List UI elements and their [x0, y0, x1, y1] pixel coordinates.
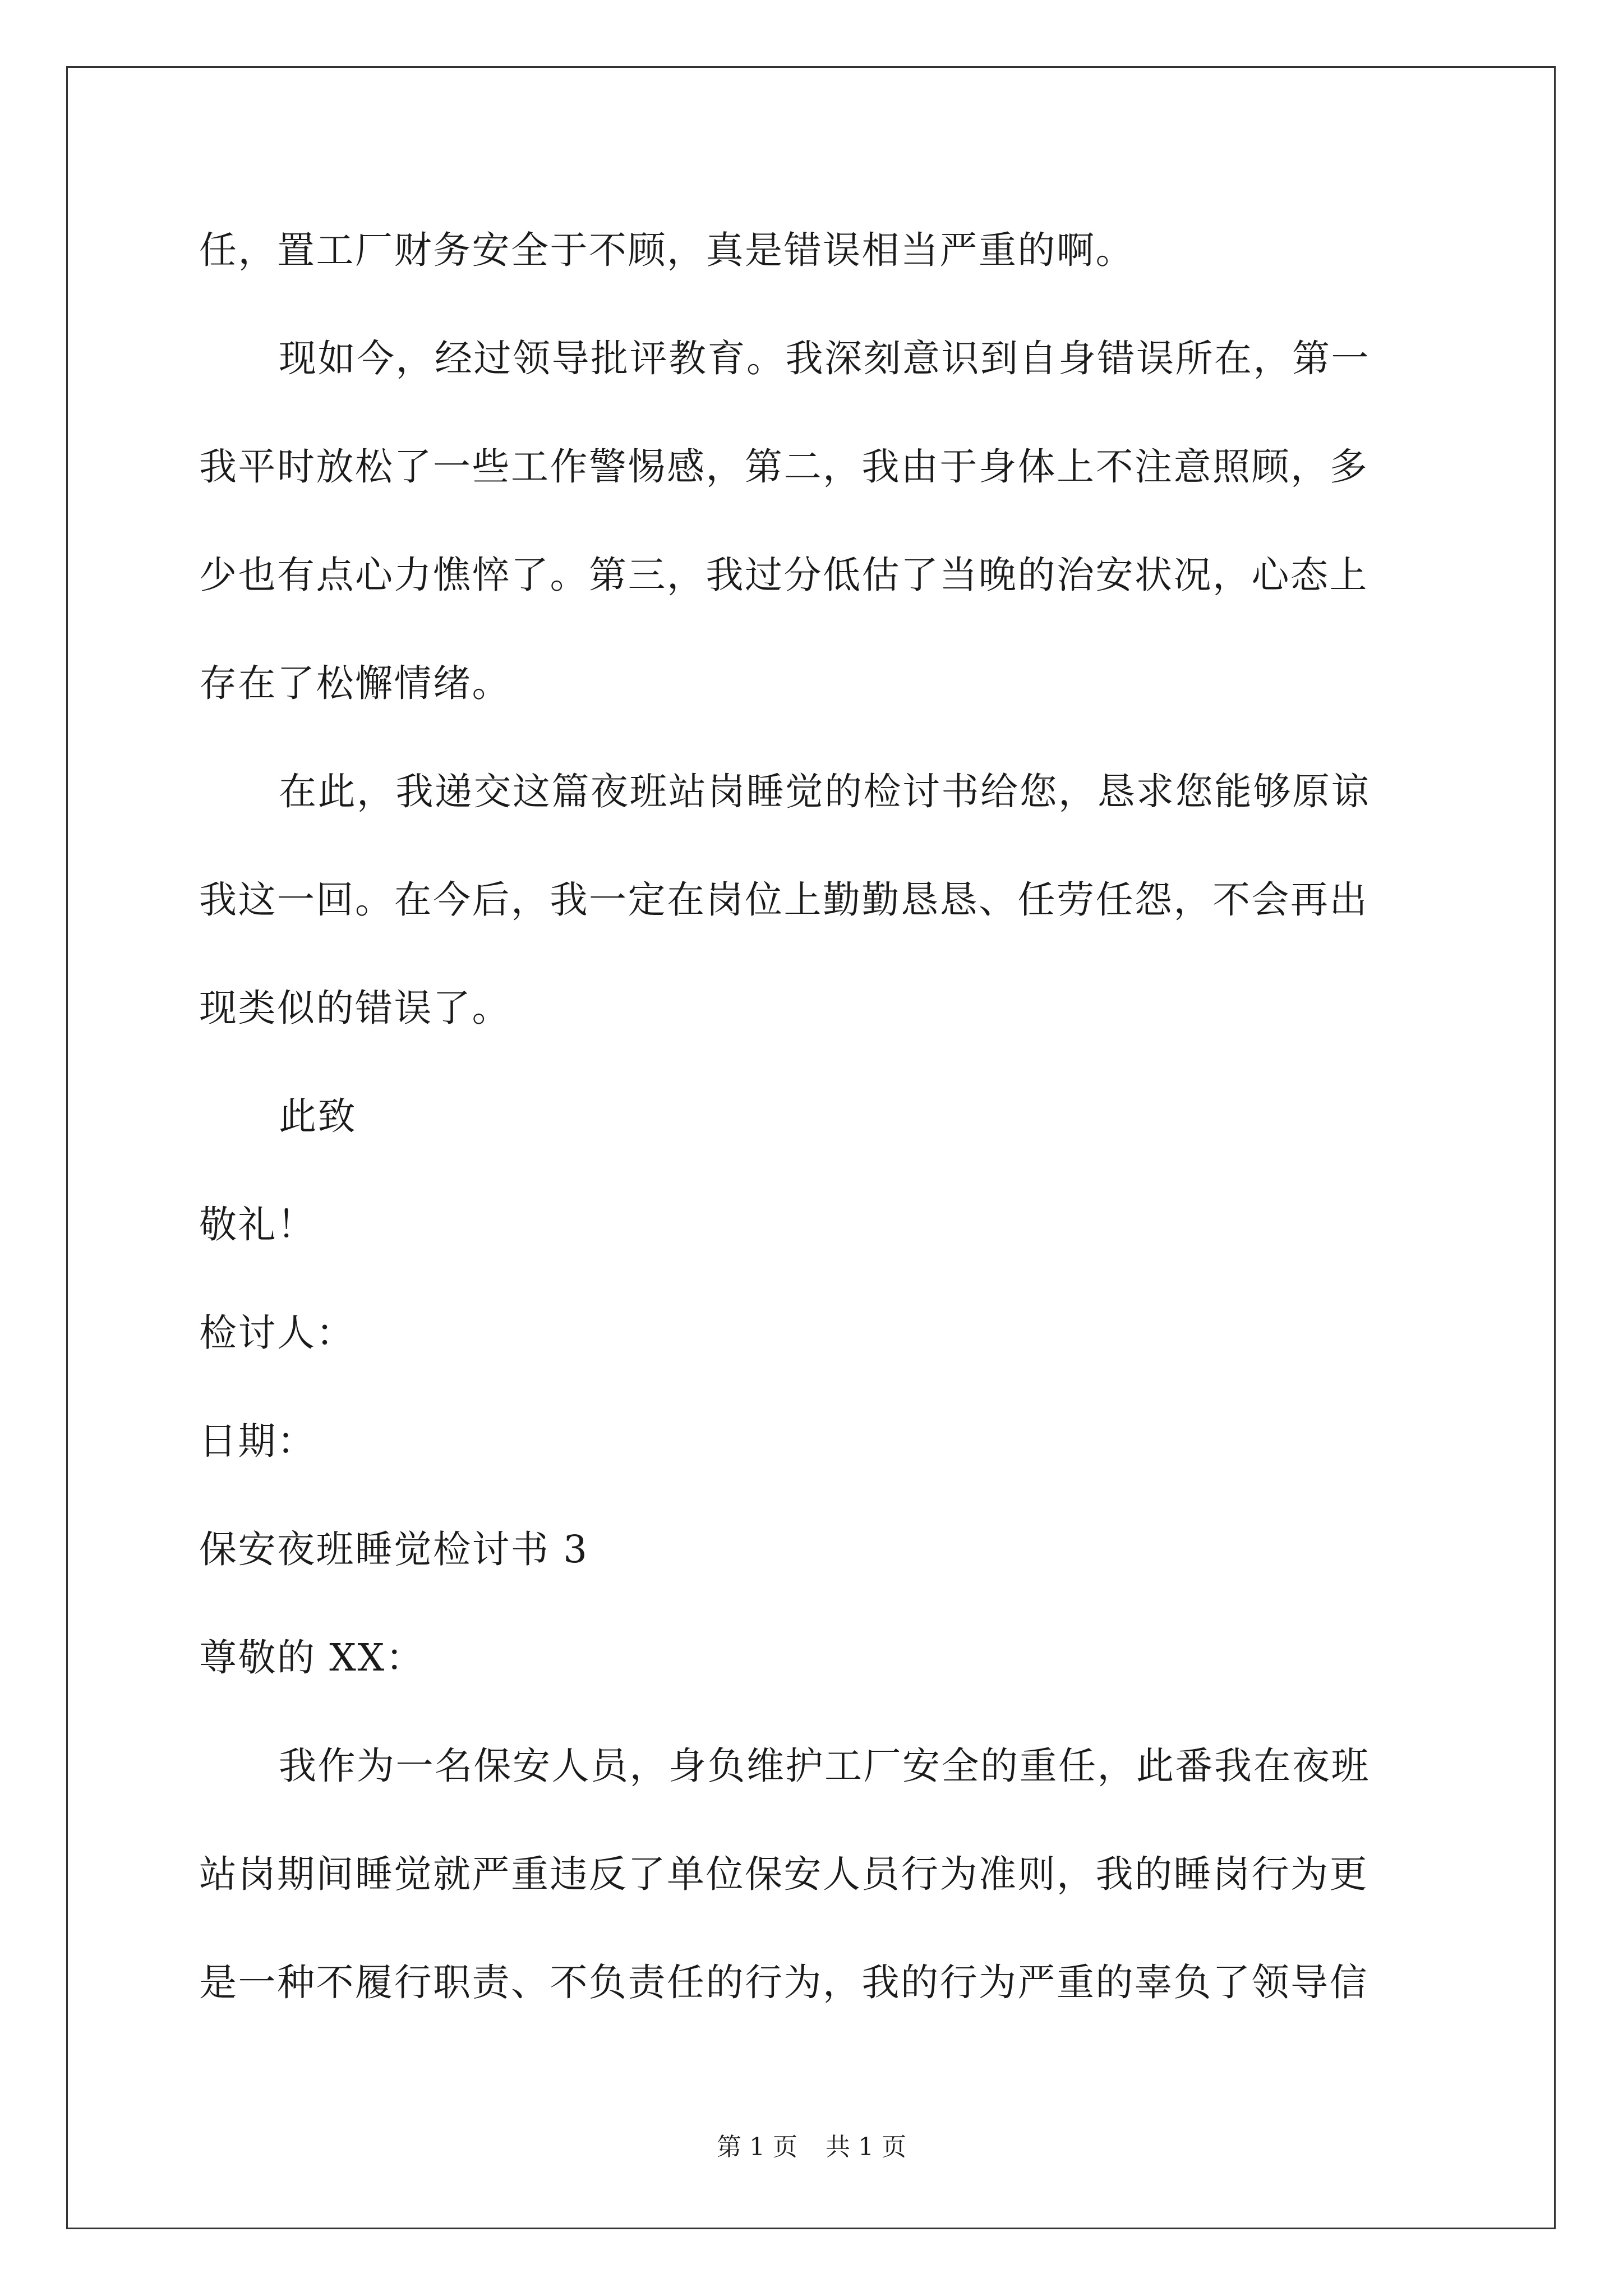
- signer-label: 检讨人：: [199, 1311, 355, 1355]
- section-title: 保安夜班睡觉检讨书 3: [199, 1527, 589, 1571]
- greeting: 尊敬的 XX：: [199, 1636, 425, 1680]
- date-label: 日期：: [199, 1419, 316, 1463]
- text-line: 站岗期间睡觉就严重违反了单位保安人员行为准则，我的睡岗行为更: [199, 1852, 1368, 1896]
- page-border: [66, 66, 1556, 2229]
- text-line: 是一种不履行职责、不负责任的行为，我的行为严重的辜负了领导信: [199, 1961, 1368, 2004]
- text-line: 在此，我递交这篇夜班站岗睡觉的检讨书给您，恳求您能够原谅: [279, 770, 1370, 813]
- text-line: 现如今，经过领导批评教育。我深刻意识到自身错误所在，第一: [279, 337, 1370, 380]
- page-footer: [0, 2132, 1623, 2163]
- closing-regards: 敬礼！: [199, 1203, 316, 1246]
- closing-salutation: 此致: [279, 1094, 357, 1138]
- text-line: 任，置工厂财务安全于不顾，真是错误相当严重的啊。: [199, 228, 1135, 272]
- text-line: 存在了松懈情绪。: [199, 661, 511, 705]
- page-number: 第 1 页: [717, 2133, 797, 2161]
- text-line: 我平时放松了一些工作警惕感，第二，我由于身体上不注意照顾，多: [199, 445, 1368, 489]
- text-line: 我作为一名保安人员，身负维护工厂安全的重任，此番我在夜班: [279, 1744, 1370, 1788]
- text-line: 现类似的错误了。: [199, 986, 511, 1030]
- text-line: 我这一回。在今后，我一定在岗位上勤勤恳恳、任劳任怨，不会再出: [199, 878, 1368, 922]
- text-line: 少也有点心力憔悴了。第三，我过分低估了当晚的治安状况，心态上: [199, 553, 1368, 597]
- page-total: 共 1 页: [826, 2133, 906, 2161]
